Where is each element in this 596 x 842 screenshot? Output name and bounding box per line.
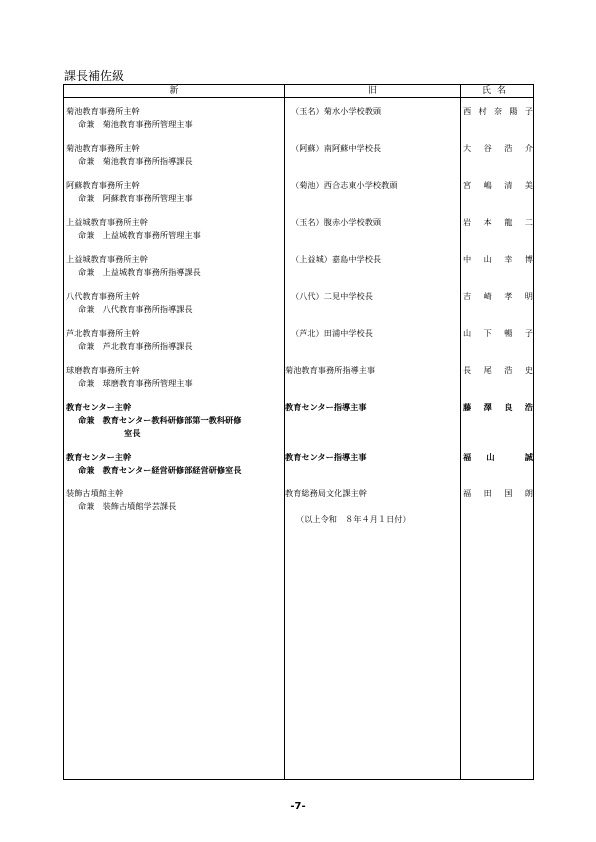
header-name: 氏名 — [481, 86, 512, 96]
name-char: 良 — [504, 402, 513, 412]
new-title: 教育センター主幹 — [66, 452, 132, 462]
table-row — [64, 179, 533, 209]
new-title: 阿蘇教育事務所主幹 — [66, 180, 140, 190]
new-title: 八代教育事務所主幹 — [66, 291, 140, 301]
new-title: 菊池教育事務所主幹 — [66, 143, 140, 153]
name-char: 清 — [504, 180, 513, 190]
new-position — [66, 290, 282, 316]
table-row — [64, 105, 533, 135]
name-char: 崎 — [483, 291, 492, 301]
name-char: 浩 — [504, 365, 513, 375]
new-position — [66, 327, 282, 353]
old-position: 教育センター指導主事 — [285, 402, 367, 412]
name-char: 国 — [504, 488, 513, 498]
concurrent-title: 命兼 阿蘇教育事務所管理主事 — [78, 193, 193, 203]
concurrent-title: 命兼 球磨教育事務所管理主事 — [78, 378, 193, 388]
concurrent-title: 命兼 菊池教育事務所指導課長 — [78, 156, 193, 166]
old-position: （上益城）嘉島中学校長 — [291, 254, 382, 264]
new-title: 教育センター主幹 — [66, 402, 132, 412]
name-char: 誠 — [524, 452, 533, 462]
person-name — [463, 253, 533, 266]
new-position — [66, 216, 282, 242]
person-name — [463, 487, 533, 500]
new-position — [66, 487, 282, 513]
page-number: -7- — [290, 801, 306, 812]
name-char: 福 — [463, 488, 472, 498]
concurrent-title: 命兼 教育センター経営研修部経営研修室長 — [78, 465, 242, 475]
name-char: 美 — [524, 180, 533, 190]
table-row — [64, 216, 533, 246]
concurrent-title: 命兼 装飾古墳館学芸課長 — [78, 501, 177, 511]
name-char: 吉 — [463, 291, 472, 301]
name-char: 孝 — [504, 291, 513, 301]
name-char: 宮 — [463, 180, 472, 190]
old-position: 菊池教育事務所指導主事 — [285, 365, 376, 375]
header-old: 旧 — [367, 86, 377, 96]
new-title: 上益城教育事務所主幹 — [66, 254, 148, 264]
title-continuation: 室長 — [124, 428, 141, 438]
person-name — [463, 179, 533, 192]
old-position: （阿蘇）南阿蘇中学校長 — [291, 143, 382, 153]
name-char: 西 — [463, 106, 472, 116]
section-title: 課長補佐級 — [64, 69, 125, 83]
name-char: 明 — [524, 291, 533, 301]
name-char: 本 — [483, 217, 492, 227]
name-char: 嶋 — [483, 180, 492, 190]
name-char: 子 — [524, 106, 533, 116]
concurrent-title: 命兼 上益城教育事務所管理主事 — [78, 230, 201, 240]
person-name — [463, 451, 533, 464]
old-position: 教育センター指導主事 — [285, 452, 367, 462]
person-name — [463, 216, 533, 229]
name-char: 下 — [483, 328, 492, 338]
new-position — [66, 179, 282, 205]
new-title: 菊池教育事務所主幹 — [66, 106, 140, 116]
header-new: 新 — [169, 86, 179, 96]
footnote: （以上令和 ８年４月１日付） — [296, 514, 411, 524]
name-char: 山 — [486, 452, 495, 462]
name-char: 介 — [524, 143, 533, 153]
name-char: 山 — [463, 328, 472, 338]
old-position: （芦北）田浦中学校長 — [291, 328, 373, 338]
table-row — [64, 451, 533, 481]
table-row — [64, 364, 533, 394]
name-char: 谷 — [483, 143, 492, 153]
old-position: （玉名）腹赤小学校教頭 — [291, 217, 382, 227]
new-title: 上益城教育事務所主幹 — [66, 217, 148, 227]
name-char: 長 — [463, 365, 472, 375]
name-char: 暢 — [504, 328, 513, 338]
new-position — [66, 364, 282, 390]
table-row — [64, 487, 533, 517]
concurrent-title: 命兼 菊池教育事務所管理主事 — [78, 119, 193, 129]
new-title: 球磨教育事務所主幹 — [66, 365, 140, 375]
name-char: 浩 — [524, 402, 533, 412]
name-char: 博 — [524, 254, 533, 264]
name-char: 村 — [478, 106, 487, 116]
old-position: （八代）二見中学校長 — [291, 291, 373, 301]
old-position: 教育総務局文化課主幹 — [285, 488, 367, 498]
name-char: 子 — [524, 328, 533, 338]
new-title: 装飾古墳館主幹 — [66, 488, 124, 498]
concurrent-title: 命兼 上益城教育事務所指導課長 — [78, 267, 201, 277]
table-row — [64, 290, 533, 320]
name-char: 二 — [524, 217, 533, 227]
person-name — [463, 401, 533, 414]
name-char: 澤 — [483, 402, 492, 412]
new-position — [66, 451, 282, 477]
table-row — [64, 253, 533, 283]
new-position — [66, 105, 282, 131]
name-char: 山 — [483, 254, 492, 264]
concurrent-title: 命兼 八代教育事務所指導課長 — [78, 304, 193, 314]
concurrent-title: 命兼 芦北教育事務所指導課長 — [78, 341, 193, 351]
new-position — [66, 253, 282, 279]
new-position — [66, 142, 282, 168]
concurrent-title: 命兼 教育センター教科研修部第一教科研修 — [78, 415, 242, 425]
name-char: 朗 — [524, 488, 533, 498]
old-position: （玉名）菊水小学校教頭 — [291, 106, 382, 116]
name-char: 藤 — [463, 402, 472, 412]
name-char: 田 — [483, 488, 492, 498]
person-name — [463, 327, 533, 340]
name-char: 史 — [524, 365, 533, 375]
person-name — [463, 290, 533, 303]
name-char: 陽 — [509, 106, 518, 116]
personnel-table — [63, 84, 534, 780]
header-divider — [64, 97, 533, 98]
table-row — [64, 401, 533, 438]
person-name — [463, 142, 533, 155]
table-row — [64, 327, 533, 357]
new-position — [66, 401, 282, 440]
new-title: 芦北教育事務所主幹 — [66, 328, 140, 338]
table-row — [64, 142, 533, 172]
name-char: 浩 — [504, 143, 513, 153]
name-char: 幸 — [504, 254, 513, 264]
name-char: 福 — [463, 452, 472, 462]
name-char: 尾 — [483, 365, 492, 375]
name-char: 中 — [463, 254, 472, 264]
name-char: 奈 — [493, 106, 503, 116]
old-position: （菊池）西合志東小学校教頭 — [291, 180, 398, 190]
name-char: 岩 — [463, 217, 472, 227]
name-char: 大 — [463, 143, 472, 153]
person-name — [463, 105, 533, 118]
person-name — [463, 364, 533, 377]
name-char: 龍 — [504, 217, 513, 227]
